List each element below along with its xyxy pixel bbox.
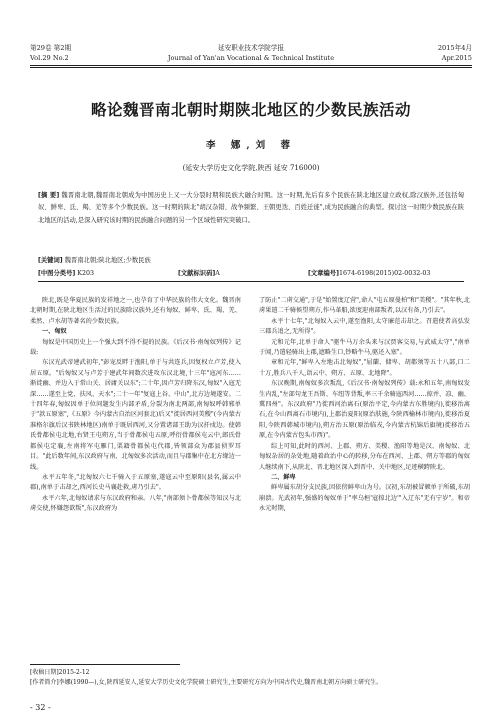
paragraph: 东汉光武帝建武初年,"彭宠反畔于渔阳,单于与共连兵,因复权立卢芳,使入居五原。"后匈奴又与卢芳于建武年间数次进攻东汉北境,十三年"寇河东……渐徙幽、并边入于常山关、居庸关以东";二十年,因卢芳归降东汉,匈奴"入寇无深……遂至上党、扶风、天水";二十一年"复寇上谷、中山",北方边境遂安。二十四年春,匈奴因单于位问题发生内部矛盾,分裂为南北两部,南匈奴呼韩邪单于"款五原塞",《五原》今内蒙古自治区河套北)后又"徙居西河美稷"(今内蒙古准格尔旗后汉书陕林地区)南单于既居西河,又分置诸部王助为汉扞戍边。使韩氏骨都侯屯北地,右贤王屯朔方,当于骨都侯屯五原,呼衍骨都侯屯云中,郎氏骨都侯屯定襄,左南将军屯雁门,栗籍骨都侯屯代郡,皆领部众为郡县侦罗耳目。"此后数年间,东汉政府与南、北匈奴多次活动,而且与郡集中在北方缘边一线。 bbox=[30, 359, 241, 471]
article-authors: 李 娜,刘 蓉 bbox=[206, 140, 296, 151]
paragraph: 永平六年,北匈奴请求与东汉政府和亲。八年,"南部须卜骨都侯等知汉与北虏交使,怀嫌怨欲叛",东汉政府为 bbox=[30, 494, 241, 513]
header-rule-double bbox=[30, 67, 472, 68]
paragraph: 永平五年冬,"北匈奴六七千骑入于五原塞,遂寇云中至原阳(县名,属云中郡),南单于击却之,西河长史马襄赴救,虏乃引去"。 bbox=[30, 473, 241, 492]
paragraph: 永平十七年,"北匈奴入云中,遂至渔阳,太守廉范击却之。召遣使者高弘发三郡兵追之,无所得"。 bbox=[259, 317, 470, 336]
article-number-value: 1674-6198(2015)02-0032-03 bbox=[338, 270, 431, 277]
right-column bbox=[259, 296, 470, 515]
article-number-label: [文章编号] bbox=[308, 270, 339, 277]
clc-number bbox=[38, 268, 94, 277]
clc-value: K203 bbox=[75, 270, 94, 277]
clc-label: [中图分类号] bbox=[38, 270, 76, 277]
header-rule bbox=[30, 65, 472, 66]
paragraph: 匈奴是中国历史上一个强大到不得不提的民族。《后汉书·南匈奴列传》记载: bbox=[30, 338, 241, 357]
footnote-rule bbox=[30, 664, 180, 665]
abstract bbox=[38, 190, 464, 227]
paragraph: 东汉晚期,南匈奴多次叛乱,《后汉书·南匈奴列传》载:永和五年,南匈奴发生内乱,"左部句龙王吾斯、车纽等背叛,率三千余骑寇西河……掠并、凉、幽、冀四州"。东汉政府"乃徙西河治离石(原治平定,今内蒙古东胜境内),徙移治离石,在今山西离石市境内),上郡治夏阳(原治肤施,今陕西榆林市境内),徙移治夏阳,今陕西韩城市境内),朔方治五原(原治临戎,今内蒙古杭锦后旗境)徙移治五原,在今内蒙古包头市西)"。 bbox=[259, 380, 470, 440]
page-number: - 32 - bbox=[30, 703, 51, 712]
paragraph: 章和元年,"鲜卑入左地击北匈奴","屈蘭、储卑、胡都须等五十八部,口二十万,胜兵八千人,诣云中、朔方、五原、北地降"。 bbox=[259, 359, 470, 377]
received-date: [收稿日期]2015-2-12 bbox=[30, 669, 90, 676]
paragraph: 陕北,既是华夏民族的发祥地之一,也孕育了中华民族的伟大文化。魏晋南北朝时期,在陕北地区生活过的民族除汉族外,还有匈奴、鲜卑、氐、羯、羌、柔然、卢水胡等著名的少数民族。 bbox=[30, 297, 241, 325]
left-column bbox=[30, 296, 241, 515]
doc-code bbox=[178, 268, 220, 277]
paragraph: 综上可知,此时的西河、上郡、朔方、美稷、渔阳等地是汉、南匈奴、北匈奴杂居的杂处地,随着政治中心的转移,分布在西河、上郡、朔方等郡的匈奴人继续南下,从陕北、晋北地区深入到晋中、关中地区,足迹横跨陕北。 bbox=[259, 442, 470, 471]
paragraph: 元和元年,北单于命人"驱牛马万余头来与汉贾客交易,与武威太守","南单于闻,乃遣轻骑出上郡,遮略生口,钞略牛马,驱还入塞"。 bbox=[259, 338, 470, 357]
issue-date-en: Apr.2015 bbox=[441, 54, 472, 62]
doc-code-value: A bbox=[215, 270, 220, 277]
abstract-text: 魏晋南北朝,魏晋南北朝成为中国历史上又一大分裂时期和民族大融合时期。这一时期,先后有多个民族在陕北地区建立政权,除汉族外,还包括匈奴、鲜卑、氐、羯、羌等多个少数民族。这一时期的陕北"胡汉杂错、战争频繁、王朝更迭、百姓迁徙",成为民族融合的典型。探讨这一时期少数民族在陕北地区的活动,是深入研究该时期的民族融合问题的另一个区域性研究突破口。 bbox=[38, 192, 464, 224]
journal-name-cn: 延安职业技术学院学报 bbox=[218, 44, 284, 52]
author-bio: [作者简介]李娜(1990—),女,陕西延安人,延安大学历史文化学院硕士研究生,主要研究方向为中国古代史,魏晋南北朝方向硕士研究生。 bbox=[30, 679, 383, 686]
volume-issue-en: Vol.29 No.2 bbox=[30, 54, 69, 62]
abstract-rule bbox=[38, 281, 464, 282]
keywords bbox=[38, 255, 464, 264]
journal-name-en: Journal of Yan'an Vocational & Technical Institute bbox=[167, 54, 335, 62]
doc-code-label: [文献标识码] bbox=[178, 270, 216, 277]
article-title: 略论魏晋南北朝时期陕北地区的少数民族活动 bbox=[90, 101, 411, 119]
footnote bbox=[30, 668, 472, 688]
section-heading-xiongnu: 一、匈奴 bbox=[42, 328, 67, 336]
keywords-label: [关键词] bbox=[38, 257, 63, 264]
abstract-label: [摘 要] bbox=[38, 192, 60, 199]
paragraph: 了防止"二虏交通",于是"始置度辽营",命人"屯五原曼柏"和"美稷"。"其年秋,北虏果遣二千骑候望朔方,作马革船,欲度迎南部叛者,以汉有备,乃引去"。 bbox=[259, 297, 470, 315]
volume-issue-cn: 第29卷 第2期 bbox=[30, 44, 72, 52]
issue-date-cn: 2015年4月 bbox=[437, 44, 472, 52]
author-affiliation: (延安大学历史文化学院,陕西 延安 716000) bbox=[182, 164, 320, 172]
paragraph: 鲜卑属东胡分支民族,因依傍鲜卑山为号。汉初,东胡被冒顿单于所破,东胡崩溃。光武初年,强盛的匈奴单于"率乌桓'寇掠北边'"入辽东"无有宁岁"。和帝永元时期, bbox=[259, 484, 470, 513]
section-heading-xianbei: 二、鲜卑 bbox=[271, 473, 296, 481]
article-number bbox=[308, 268, 430, 277]
keywords-text: 魏晋南北朝;陕北地区;少数民族 bbox=[62, 257, 151, 264]
